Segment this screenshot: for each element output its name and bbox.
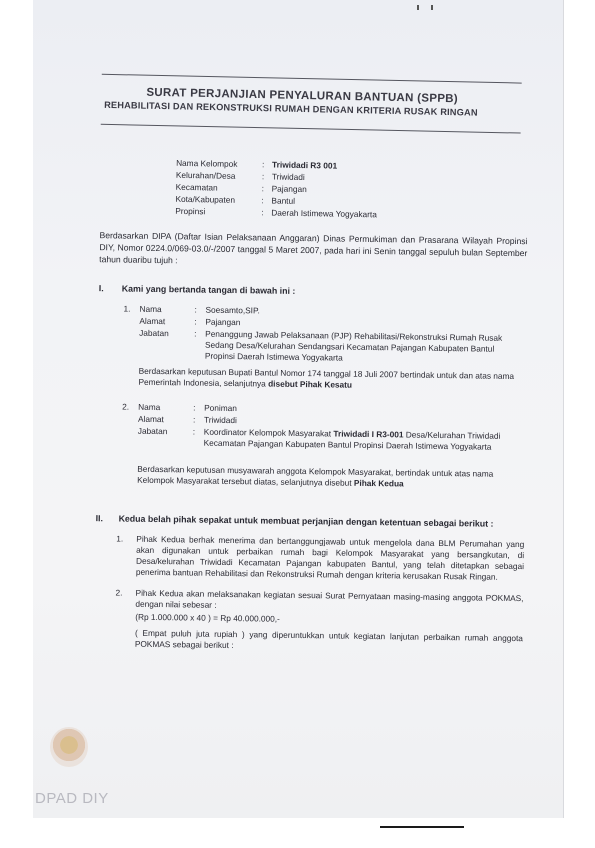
document-title: SURAT PERJANJIAN PENYALURAN BANTUAN (SPPB) (146, 86, 459, 106)
party-sep: : (194, 304, 197, 315)
position-text: Koordinator Kelompok Masyarakat (203, 426, 332, 439)
info-value: Triwidadi R3 001 (272, 159, 338, 171)
party-value: Soesamto,SIP. (205, 304, 260, 316)
party-label: Nama (138, 401, 161, 413)
party-label: Alamat (137, 413, 164, 425)
clause-number: 1. (116, 533, 124, 544)
party-value: Penanggung Jawab Pelaksanaan (PJP) Rehabilitasi/Rekonstruksi Rumah Rusak Sedang Desa/Kelurahan Sendangsari Kecamatan Pajangan Kabupaten Bantul Propinsi Daerah Istimewa Yogyakarta (204, 328, 503, 363)
party-value: Pajangan (205, 316, 241, 328)
party-sep: : (194, 328, 197, 339)
info-label: Kota/Kabupaten (175, 193, 236, 205)
info-value: Triwidadi (271, 171, 305, 183)
info-value: Bantul (271, 195, 296, 206)
intro-paragraph: Berdasarkan DIPA (Daftar Isian Pelaksanaan Anggaran) Dinas Permukiman dan Prasarana Wilayah Propinsi DIY, Nomor 0224.0/069-03.0/-/2007 tanggal 5 Maret 2007, pada hari ini Senin tanggal sepuluh bulan September tahun duaribu tujuh : (99, 230, 528, 266)
party-note (137, 464, 522, 491)
clause-number: 2. (115, 587, 123, 598)
section-heading: Kedua belah pihak sepakat untuk membuat perjanjian dengan ketentuan sebagai berikut : (118, 513, 494, 529)
info-sep: : (261, 207, 264, 218)
party-sep: : (192, 414, 196, 425)
section-number: I. (98, 283, 104, 294)
party-label: Jabatan (139, 327, 169, 339)
watermark: DPAD DIY (35, 790, 109, 807)
section-number: II. (95, 513, 104, 524)
info-sep: : (261, 183, 265, 194)
info-sep: : (261, 171, 265, 182)
info-label: Nama Kelompok (176, 157, 238, 169)
info-label: Kelurahan/Desa (175, 169, 236, 181)
party-value (204, 427, 519, 453)
party-label: Nama (139, 303, 162, 315)
clause-text: Pihak Kedua akan melaksanakan kegiatan sesuai Surat Pernyataan masing-masing anggota POKMAS, dengan nilai sebesar : (135, 587, 524, 610)
info-sep: : (261, 195, 264, 206)
info-value: Daerah Istimewa Yogyakarta (271, 207, 377, 220)
document-subtitle: REHABILITASI DAN REKONSTRUKSI RUMAH DENGAN KRITERIA RUSAK RINGAN (104, 99, 478, 118)
party-note-role: Pihak Kedua (353, 477, 404, 489)
party-sep: : (193, 402, 196, 413)
position-location: Desa/Kelurahan Triwidadi Kecamatan Pajangan Kabupaten Bantul Propinsi Daerah Istimewa Yogyakarta (203, 429, 501, 452)
party-note (138, 366, 523, 393)
party-sep: : (194, 316, 197, 327)
party-label: Jabatan (137, 425, 168, 437)
party-sep: : (192, 426, 196, 437)
clause-calculation: (Rp 1.000.000 x 40 ) = Rp 40.000.000,- (135, 611, 280, 624)
party-note-text: Berdasarkan keputusan Bupati Bantul Nomor 174 tanggal 18 Juli 2007 bertindak untuk dan atas nama Pemerintah Indonesia, selanjutnya (138, 365, 515, 389)
info-value: Pajangan (271, 183, 307, 195)
party-note-role: disebut Pihak Kesatu (268, 378, 353, 390)
footer-mark (380, 826, 464, 828)
clause-amount-words: ( Empat puluh juta rupiah ) yang diperuntukkan untuk kegiatan lanjutan perbaikan rumah anggota POKMAS sebagai berikut : (134, 627, 524, 651)
party-number: 2. (122, 401, 130, 412)
group-code: Triwidadi I R3-001 (333, 428, 404, 440)
regional-seal-logo (50, 727, 88, 767)
clause-text: Pihak Kedua berhak menerima dan bertanggungjawab untuk mengelola dana BLM Perumahan yang akan digunakan untuk perbaikan rumah bagi Kelompok Masyarakat yang bersangkutan, di Desa/kelurahan Triwidadi Kecamatan Pajangan kabupaten Bantul, yang telah ditetapkan sebagai penerima bantuan Rehabilitasi dan Rekonstruksi Rumah dengan kriteria kerusakan Rusak Ringan. (135, 533, 525, 582)
party-number: 1. (123, 303, 131, 314)
section-heading: Kami yang bertanda tangan di bawah ini : (121, 283, 296, 296)
party-note-text: Berdasarkan keputusan musyawarah anggota Kelompok Masyarakat, bertindak untuk atas nama Kelompok Masyarakat tersebut diatas, selanjutnya disebut (137, 463, 494, 488)
info-label: Kecamatan (175, 181, 218, 193)
info-label: Propinsi (175, 205, 206, 217)
party-label: Alamat (139, 315, 166, 327)
party-value: Triwidadi (203, 414, 237, 426)
info-sep: : (262, 159, 265, 170)
party-value: Poniman (204, 402, 237, 414)
